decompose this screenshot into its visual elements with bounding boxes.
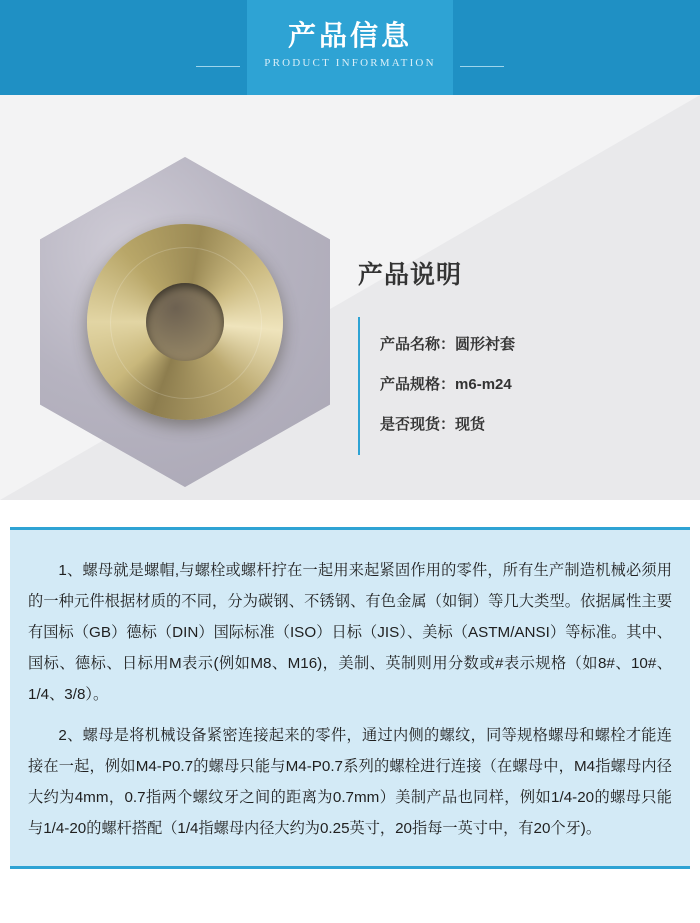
header-left-panel [0,0,247,95]
product-section-title: 产品说明 [358,261,463,289]
product-image-hexagon [40,157,330,487]
header-divider-right [460,66,504,67]
page-header [0,0,700,95]
product-photo [40,157,330,487]
spec-row [380,325,668,365]
spec-row [380,405,668,445]
description-paragraph-2: 2、螺母是将机械设备紧密连接起来的零件，通过内侧的螺纹，同等规格螺母和螺栓才能连接在一起，例如M4-P0.7的螺母只能与M4-P0.7系列的螺栓进行连接（在螺母中，M4指螺母内径大约为4mm，0.7指两个螺纹牙之间的距离为0.7mm）美制产品也同样，例如1/4-20的螺母只能与1/4-20的螺杆搭配（1/4指螺母内径大约为0.25英寸，20指每一英寸中，有20个牙)。 [28,727,672,837]
spec-value-in-stock: 现货 [455,416,486,433]
product-showcase [0,95,700,500]
spec-row [380,365,668,405]
spec-value-product-size: m6-m24 [455,376,512,393]
washer-inner-ring [110,247,262,399]
product-spec-list [358,317,668,455]
header-center-panel [247,0,453,95]
spec-value-product-name: 圆形衬套 [455,336,516,353]
bushing-washer-graphic [87,224,283,420]
description-panel [10,527,690,869]
description-paragraph-1: 1、螺母就是螺帽,与螺栓或螺杆拧在一起用来起紧固作用的零件，所有生产制造机械必须用的一种元件根据材质的不同，分为碳钢、不锈钢、有色金属（如铜）等几大类型。依据属性主要有国标（GB）德标（DIN）国际标准（ISO）日标（JIS）、美标（ASTM/ANSI）等标准。其中、国标、德标、日标用M表示(例如M8、M16)，美制、英制则用分数或#表示规格（如8#、10#、1/4、3/8）。 [28,562,672,703]
product-details [358,255,668,455]
spec-label-product-name: 产品名称： [380,336,456,353]
header-right-panel [453,0,700,95]
spec-label-product-size: 产品规格： [380,376,456,393]
page-subtitle: PRODUCT INFORMATION [264,57,436,69]
page-title: 产品信息 [287,20,412,51]
header-divider-left [196,66,240,67]
spec-label-in-stock: 是否现货： [380,416,456,433]
